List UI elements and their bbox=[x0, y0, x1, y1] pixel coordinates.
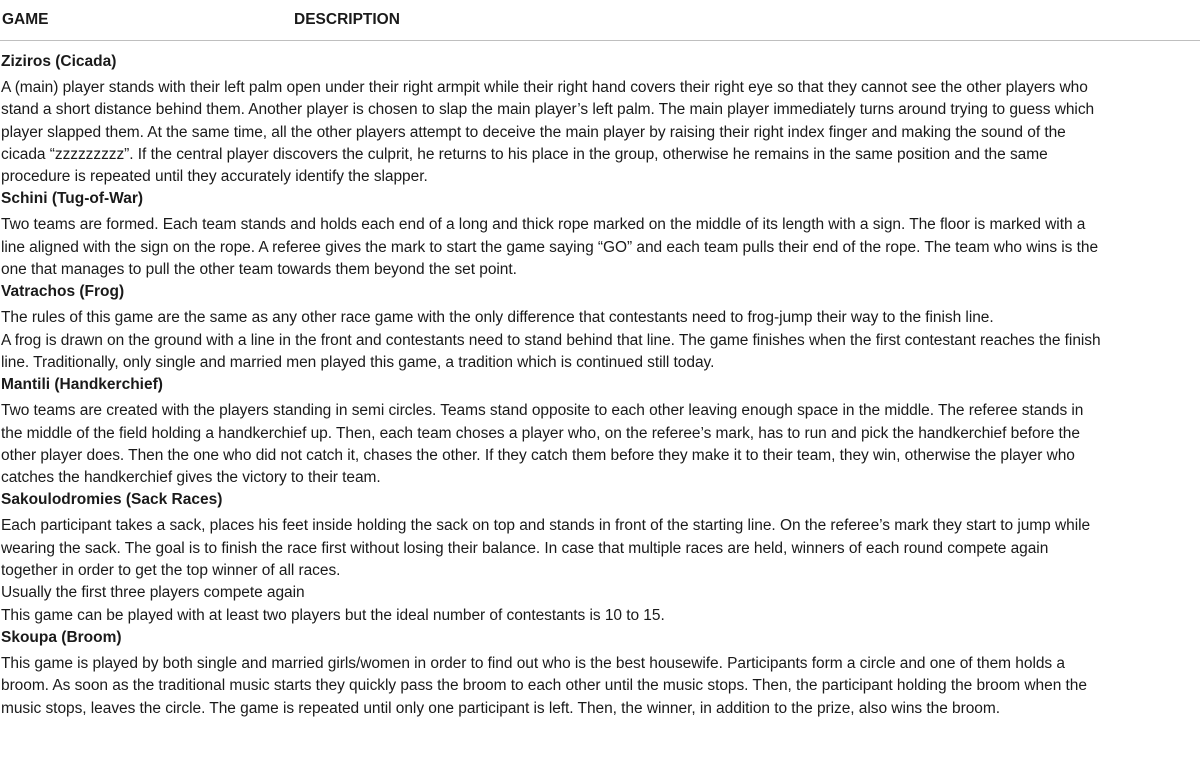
game-description: Two teams are created with the players standing in semi circles. Teams stand opposite to each other leaving enough space in the middle. The referee stands in the middle of the field holding a handkerchief up. Then, each team choses a player who, on the referee’s mark, has to run and pick the handkerchief before the other player does. Then the one who did not catch it, chases the other. If they catch them before they make it to their team, they win, otherwise the player who catches the handkerchief gives the victory to their team. bbox=[1, 402, 1084, 487]
game-description: A (main) player stands with their left palm open under their right armpit while their right hand covers their right eye so that they cannot see the other players who stand a short distance behind them. Another player is chosen to slap the main player’s left palm. The main player immediately turns around trying to guess which player slapped them. At the same time, all the other players attempt to deceive the main player by raising their right index finger and making the sound of the cicada “zzzzzzzzz”. If the central player discovers the culprit, he returns to his place in the group, otherwise he remains in the same position and the same procedure is repeated until they accurately identify the slapper. bbox=[1, 79, 1095, 186]
column-header-description: DESCRIPTION bbox=[294, 11, 400, 28]
game-description: Usually the first three players compete again bbox=[1, 584, 305, 602]
game-title: Vatrachos (Frog) bbox=[1, 283, 125, 301]
game-entry bbox=[1, 627, 1103, 720]
game-entry bbox=[1, 281, 1103, 374]
game-description: The rules of this game are the same as any other race game with the only difference that contestants need to frog-jump their way to the finish line. bbox=[1, 309, 994, 327]
table-body bbox=[0, 41, 1103, 720]
column-header-game: GAME bbox=[2, 11, 49, 28]
game-description: This game is played by both single and married girls/women in order to find out who is the best housewife. Participants form a circle and one of them holds a broom. As soon as the traditional music starts they quickly pass the broom to each other until the music stops. Then, the participant holding the broom when the music stops, leaves the circle. The game is repeated until only one participant is left. Then, the winner, in addition to the prize, also wins the broom. bbox=[1, 654, 1087, 717]
table-header bbox=[0, 0, 1200, 41]
game-entry bbox=[1, 374, 1103, 489]
game-entry bbox=[1, 188, 1103, 281]
game-title: Skoupa (Broom) bbox=[1, 628, 122, 646]
game-description: Each participant takes a sack, places his feet inside holding the sack on top and stands in front of the starting line. On the referee’s mark they start to jump while wearing the sack. The goal is to finish the race first without losing their balance. In case that multiple races are held, winners of each round compete again together in order to get the top winner of all races. bbox=[1, 517, 1091, 580]
game-title: Ziziros (Cicada) bbox=[1, 53, 117, 70]
game-title: Mantili (Handkerchief) bbox=[1, 376, 163, 394]
game-description: This game can be played with at least two players but the ideal number of contestants is 10 to 15. bbox=[1, 606, 665, 624]
game-title: Sakoulodromies (Sack Races) bbox=[1, 491, 223, 509]
game-description: Two teams are formed. Each team stands and holds each end of a long and thick rope marked on the middle of its length with a sign. The floor is marked with a line aligned with the sign on the rope. A referee gives the mark to start the game saying “GO” and each team pulls their end of the rope. The team who wins is the one that manages to pull the other team towards them beyond the set point. bbox=[1, 216, 1099, 279]
game-description: A frog is drawn on the ground with a line in the front and contestants need to stand behind that line. The game finishes when the first contestant reaches the finish line. Traditionally, only single and married men played this game, a tradition which is continued still today. bbox=[1, 331, 1101, 371]
game-title: Schini (Tug-of-War) bbox=[1, 190, 144, 208]
game-entry bbox=[1, 489, 1103, 626]
game-entry bbox=[1, 51, 1103, 188]
